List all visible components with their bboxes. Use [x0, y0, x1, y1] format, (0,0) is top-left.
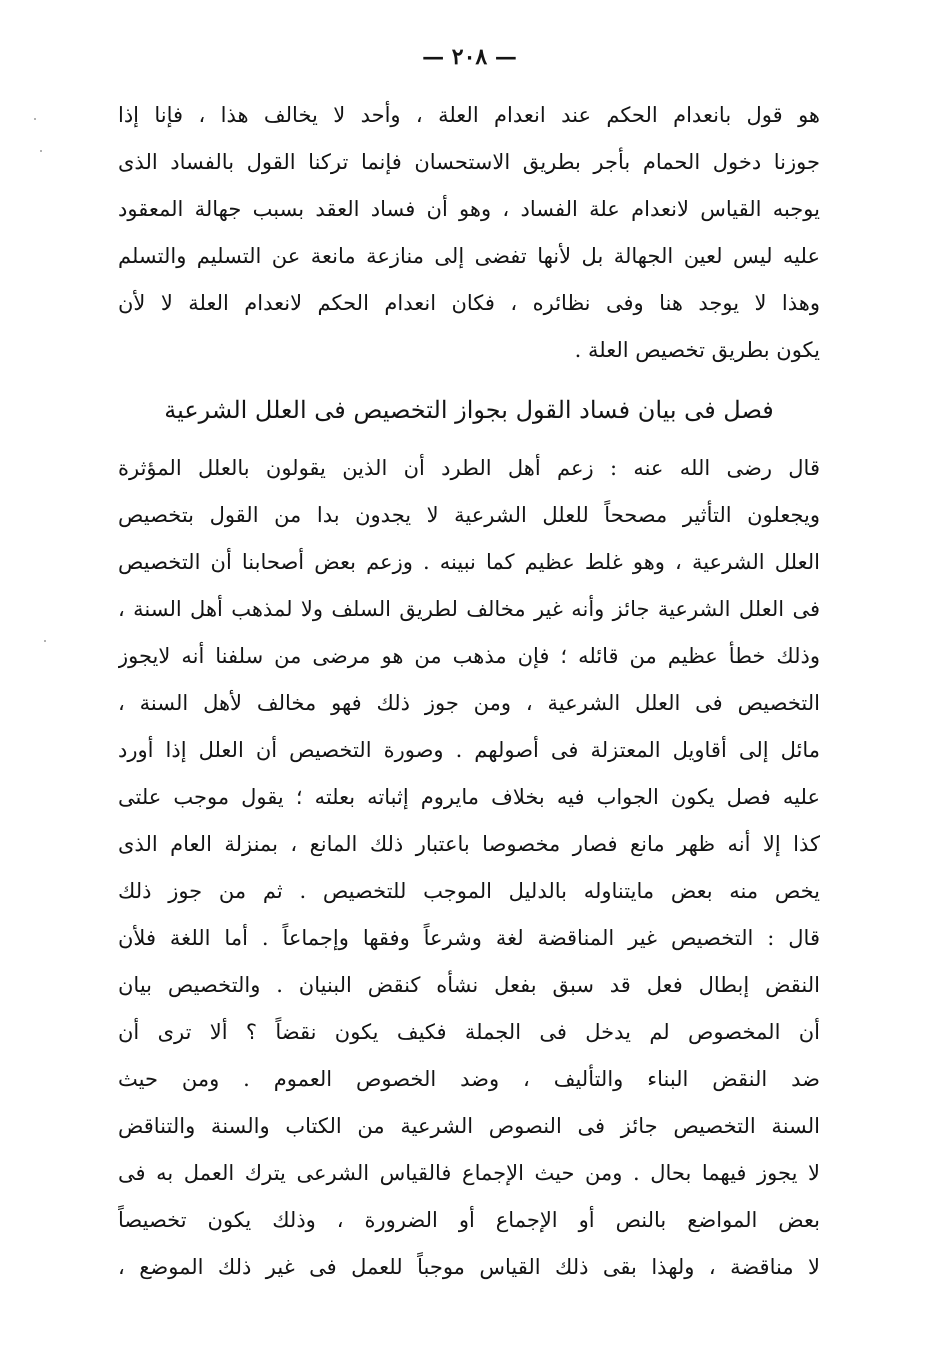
- text-line: لا مناقضة ، ولهذا بقى ذلك القياس موجباً للعمل فى غير ذلك الموضع ،: [118, 1255, 820, 1279]
- text-line: ضد النقض البناء والتأليف ، وضد الخصوص العموم . ومن حيث: [118, 1067, 820, 1091]
- text-line: يكون بطريق تخصيص العلة .: [574, 338, 820, 362]
- text-line: التخصيص فى العلل الشرعية ، ومن جوز ذلك فهو مخالف لأهل السنة ،: [118, 691, 820, 715]
- page-number: — ٢٠٨ —: [422, 44, 517, 70]
- margin-mark: [34, 118, 36, 120]
- text-line: يوجبه القياس لانعدام علة الفساد ، وهو أن فساد العقد بسبب جهالة المعقود: [118, 197, 820, 221]
- text-line: السنة التخصيص جائز فى النصوص الشرعية من الكتاب والسنة والتناقض: [118, 1114, 820, 1138]
- text-line: النقض إبطال فعل قد سبق بفعل نشأه كنقض البنيان . والتخصيص بيان: [118, 973, 820, 997]
- text-line: العلل الشرعية ، وهو غلط عظيم كما نبينه . وزعم بعض أصحابنا أن التخصيص: [118, 550, 820, 574]
- text-line: مائل إلى أقاويل المعتزلة فى أصولهم . وصورة التخصيص أن العلل إذا أورد: [118, 738, 820, 762]
- margin-mark: [44, 640, 46, 642]
- paragraph-continuation: [118, 92, 820, 374]
- section-heading: فصل فى بيان فساد القول بجواز التخصيص فى العلل الشرعية: [164, 396, 774, 424]
- text-line: وهذا لا يوجد هنا وفى نظائره ، فكان انعدام الحكم لانعدام العلة لا لأن: [118, 291, 820, 315]
- text-line: فى العلل الشرعية جائز وأنه غير مخالف لطريق السلف ولا لمذهب أهل السنة ،: [118, 597, 820, 621]
- text-line: عليه ليس لعين الجهالة بل لأنها تفضى إلى منازعة مانعة عن التسليم والتسلم: [118, 244, 820, 268]
- text-line: كذا إلا أنه ظهر مانع فصار مخصوصا باعتبار ذلك المانع ، بمنزلة العام الذى: [118, 832, 820, 856]
- text-line: ويجعلون التأثير مصححاً للعلل الشرعية لا يجدون بدا من القول بتخصيص: [118, 503, 820, 527]
- text-line: قال رضى الله عنه : زعم أهل الطرد أن الذين يقولون بالعلل المؤثرة: [118, 456, 820, 480]
- section-body: [118, 445, 820, 1291]
- text-line: هو قول بانعدام الحكم عند انعدام العلة ، وأحد لا يخالف هذا ، فإنا إذا: [118, 103, 820, 127]
- margin-mark: [40, 150, 42, 152]
- text-line: أن المخصوص لم يدخل فى الجملة فكيف يكون نقضاً ؟ ألا ترى أن: [118, 1020, 820, 1044]
- text-line: وذلك خطأ عظيم من قائله ؛ فإن مذهب من هو مرضى من سلفنا أنه لايجوز: [118, 644, 820, 668]
- text-line: لا يجوز فيهما بحال . ومن حيث الإجماع فالقياس الشرعى يترك العمل به فى: [118, 1161, 820, 1185]
- text-line: قال : التخصيص غير المناقضة لغة وشرعاً وفقها وإجماعاً . أما اللغة فلأن: [118, 926, 820, 950]
- text-line: جوزنا دخول الحمام بأجر بطريق الاستحسان فإنما تركنا القول بالفساد الذى: [118, 150, 820, 174]
- text-line: بعض المواضع بالنص أو الإجماع أو الضرورة ، وذلك يكون تخصيصاً: [118, 1208, 820, 1232]
- text-line: يخص منه بعض مايتناوله بالدليل الموجب للتخصيص . ثم من جوز ذلك: [118, 879, 820, 903]
- text-line: عليه فصل يكون الجواب فيه بخلاف مايروم إثباته بعلته ؛ يقول موجب علتى: [118, 785, 820, 809]
